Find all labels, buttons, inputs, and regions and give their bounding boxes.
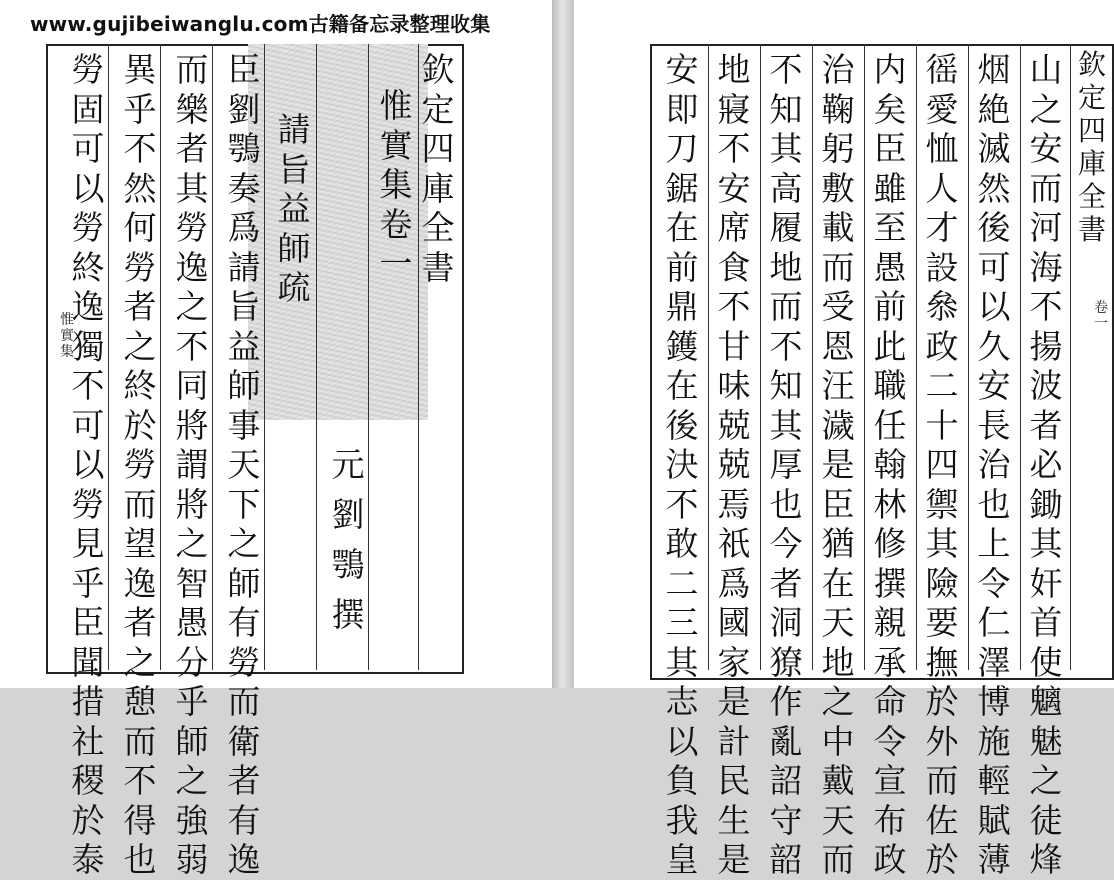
text-column: 内 矣 臣 雖 至 愚 前 此 職 任 翰 林 修 撰 親 承 命 令 宣 布 政 bbox=[873, 50, 907, 879]
author-column: 元 劉 鶚 撰 bbox=[331, 445, 365, 634]
text-column: 治 鞠 躬 敷 載 而 受 恩 汪 濊 是 臣 猶 在 天 地 之 中 戴 天 而 bbox=[821, 50, 855, 879]
text-column: 不 知 其 高 履 地 而 不 知 其 厚 也 今 者 洞 獠 作 亂 詔 守 韶 bbox=[769, 50, 803, 879]
memorial-title-column: 請 旨 益 師 疏 bbox=[277, 110, 311, 307]
watermark-text: www.gujibeiwanglu.com古籍备忘录整理收集 bbox=[30, 12, 491, 36]
text-column: 勞 固 可 以 勞 終 逸 獨 不 可 以 勞 見 乎 臣 聞 措 社 稷 於 泰 bbox=[71, 50, 105, 879]
text-column: 烟 絶 滅 然 後 可 以 久 安 長 治 也 上 令 仁 澤 博 施 輕 賦 薄 bbox=[977, 50, 1011, 879]
page-gutter bbox=[552, 0, 574, 688]
column-divider bbox=[916, 44, 917, 670]
column-divider bbox=[1020, 44, 1021, 670]
right-page bbox=[574, 0, 1114, 879]
text-column: 安 即 刀 鋸 在 前 鼎 鑊 在 後 決 不 敢 二 三 其 志 以 負 我 皇 bbox=[665, 50, 699, 879]
previous-page-edge-label: 惟 實 集 bbox=[60, 312, 74, 360]
text-column: 臣 劉 鶚 奏 爲 請 旨 益 師 事 天 下 之 師 有 勞 而 衛 者 有 逸 bbox=[227, 50, 261, 879]
library-title-column: 欽 定 四 庫 全 書 bbox=[421, 50, 455, 287]
column-divider bbox=[1070, 44, 1071, 670]
text-column: 徭 愛 恤 人 才 設 叅 政 二 十 四 禦 其 險 要 撫 於 外 而 佐 於 bbox=[925, 50, 959, 879]
text-column: 地 寢 不 安 席 食 不 甘 味 兢 兢 焉 祇 爲 國 家 是 計 民 生 是 bbox=[717, 50, 751, 879]
column-divider bbox=[708, 44, 709, 670]
column-divider bbox=[812, 44, 813, 670]
volume-title-column: 惟 實 集 卷 一 bbox=[379, 86, 413, 283]
text-column: 山 之 安 而 河 海 不 揚 波 者 必 鋤 其 奸 首 使 魑 魅 之 徒 烽 bbox=[1029, 50, 1063, 879]
volume-edge-label: 卷 一 bbox=[1094, 300, 1108, 332]
library-title-column: 欽 定 四 庫 全 書 bbox=[1077, 48, 1106, 246]
column-divider bbox=[968, 44, 969, 670]
text-column: 而 樂 者 其 勞 逸 之 不 同 將 謂 將 之 智 愚 分 乎 師 之 強 弱 bbox=[175, 50, 209, 879]
left-page bbox=[0, 0, 552, 879]
text-column: 異 乎 不 然 何 勞 者 之 終 於 勞 而 望 逸 者 之 憩 而 不 得 也 bbox=[123, 50, 157, 879]
column-divider bbox=[316, 44, 317, 670]
column-divider bbox=[760, 44, 761, 670]
column-divider bbox=[864, 44, 865, 670]
